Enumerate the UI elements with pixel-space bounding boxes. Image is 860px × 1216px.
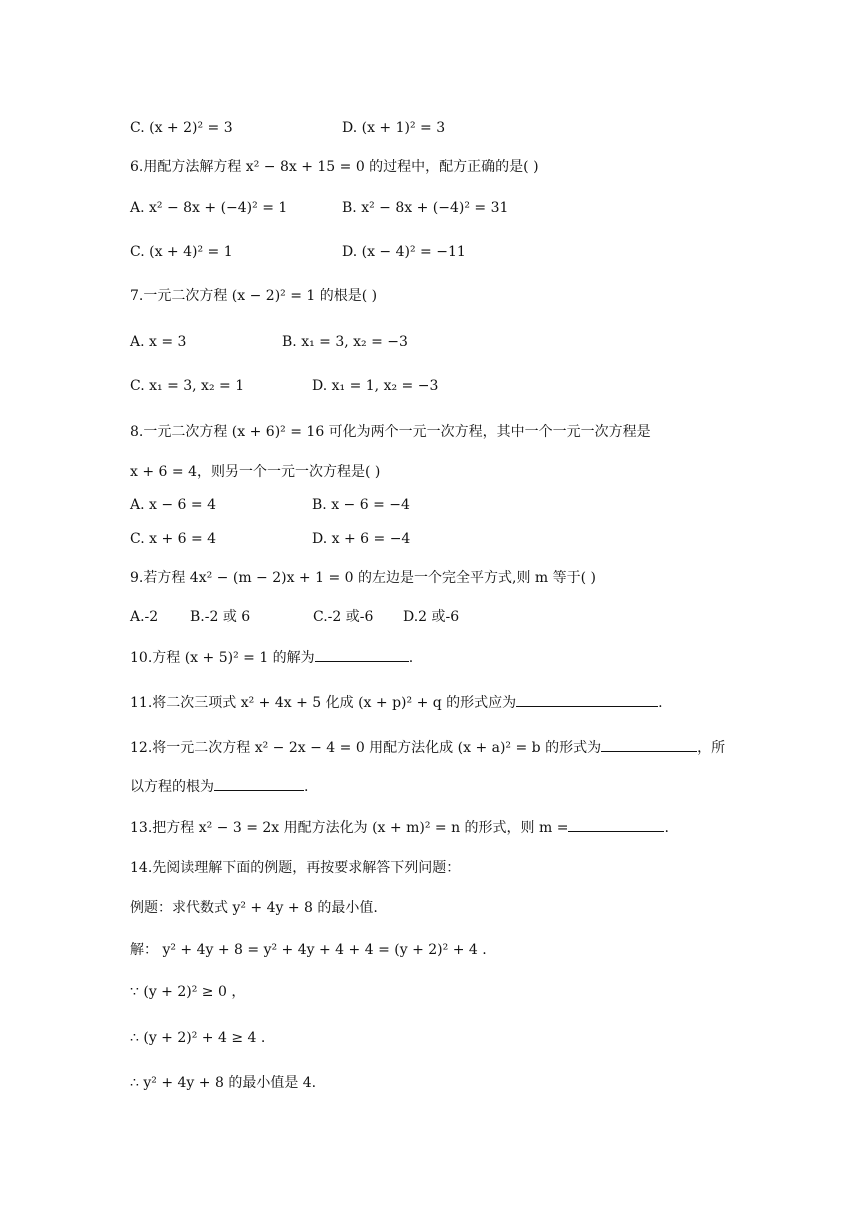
q9-option-b: B.-2 或 6 [190,609,251,625]
solution-step-3: ∴ (y + 2)² + 4 ≥ 4 . [130,1030,266,1046]
solution-step-1: 解： y² + 4y + 8 = y² + 4y + 4 + 4 = (y + 2)² + 4 . [130,942,487,958]
q10-text: 10.方程 (x + 5)² = 1 的解为 [130,650,315,666]
q7-stem: 7.一元二次方程 (x − 2)² = 1 的根是( ) [130,288,378,304]
q12-text: 12.将一元二次方程 x² − 2x − 4 = 0 用配方法化成 (x + a)² = b 的形式为 [130,740,602,756]
q12-roots-blank[interactable] [214,776,304,791]
q6-option-a: A. x² − 8x + (−4)² = 1 [130,200,288,216]
q13-period: . [664,820,669,836]
q6-stem: 6.用配方法解方程 x² − 8x + 15 = 0 的过程中，配方正确的是( ) [130,159,539,175]
q14-stem: 14.先阅读理解下面的例题，再按要求解答下列问题： [130,860,461,876]
solution-step-2: ∵ (y + 2)² ≥ 0 ， [130,984,246,1000]
q8-stem-line2: x + 6 = 4，则另一个一元一次方程是( ) [130,464,381,480]
q10-period: . [408,650,414,666]
q12-roots-text: 以方程的根为 [130,779,214,795]
q12-suffix: ，所 [697,740,726,756]
q9-option-d: D.2 或-6 [403,609,460,625]
q12-period: . [304,779,309,795]
example-heading: 例题：求代数式 y² + 4y + 8 的最小值. [130,900,378,916]
q9-option-a: A.-2 [130,609,159,625]
q6-option-b: B. x² − 8x + (−4)² = 31 [342,200,509,216]
q5-option-d: D. (x + 1)² = 3 [342,120,446,136]
q6-option-d: D. (x − 4)² = −11 [342,244,466,260]
q7-option-c: C. x₁ = 3, x₂ = 1 [130,378,245,394]
q8-option-b: B. x − 6 = −4 [312,497,410,513]
q7-option-d: D. x₁ = 1, x₂ = −3 [312,378,439,394]
q7-option-b: B. x₁ = 3, x₂ = −3 [282,334,408,350]
q12-stem-line1 [130,737,725,758]
q5-option-c: C. (x + 2)² = 3 [130,120,233,136]
q8-option-d: D. x + 6 = −4 [312,531,411,547]
q13-answer-blank[interactable] [568,817,664,832]
q9-option-c: C.-2 或-6 [313,609,374,625]
q11-answer-blank[interactable] [516,692,658,707]
q6-option-c: C. (x + 4)² = 1 [130,244,233,260]
q11-period: . [658,695,663,711]
q11-text: 11.将二次三项式 x² + 4x + 5 化成 (x + p)² + q 的形式应为 [130,695,517,711]
q9-stem: 9.若方程 4x² − (m − 2)x + 1 = 0 的左边是一个完全平方式,则 m 等于( ) [130,570,597,586]
q13-stem [130,817,669,838]
q11-stem [130,692,663,713]
q12-stem-line2 [130,776,308,797]
q8-stem-line1: 8.一元二次方程 (x + 6)² = 16 可化为两个一元一次方程，其中一个一元一次方程是 [130,424,651,440]
q7-option-a: A. x = 3 [130,334,187,350]
q10-stem [130,647,413,668]
q8-option-a: A. x − 6 = 4 [130,497,216,513]
solution-conclusion: ∴ y² + 4y + 8 的最小值是 4. [130,1075,317,1091]
q10-answer-blank[interactable] [315,647,409,662]
q8-option-c: C. x + 6 = 4 [130,531,217,547]
q13-text: 13.把方程 x² − 3 = 2x 用配方法化为 (x + m)² = n 的形式，则 m = [130,820,569,836]
q12-form-blank[interactable] [601,737,697,752]
